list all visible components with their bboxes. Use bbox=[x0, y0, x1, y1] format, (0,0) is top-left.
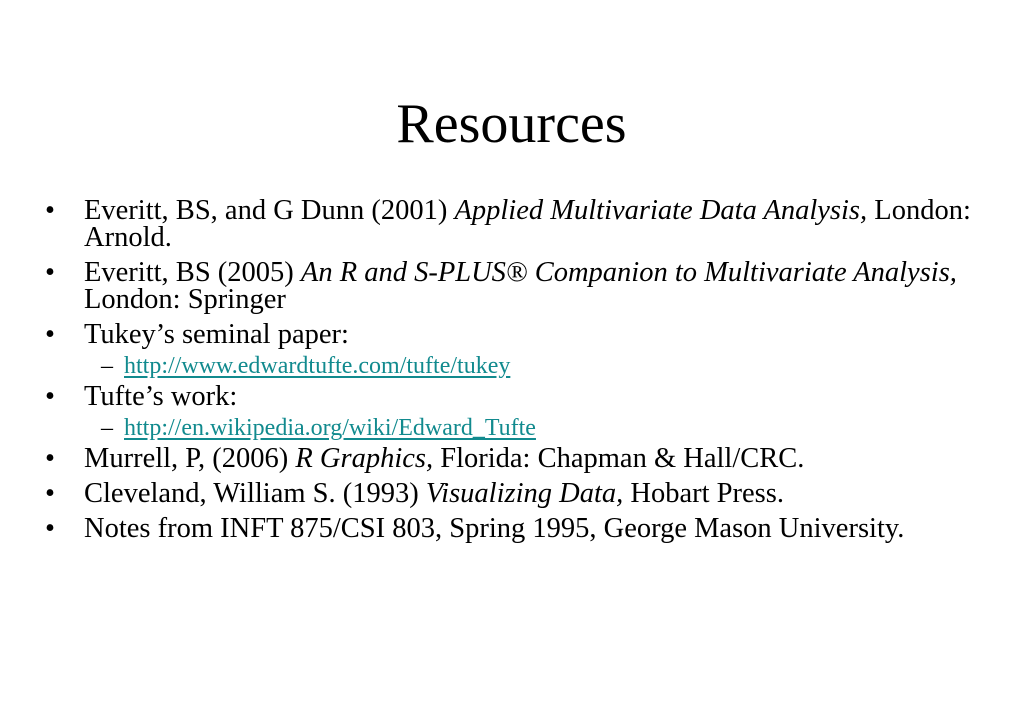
sub-list-item bbox=[45, 415, 985, 441]
list-item bbox=[45, 259, 985, 313]
bullet-icon: • bbox=[45, 513, 55, 544]
reference-title: R Graphics, bbox=[295, 443, 434, 474]
list-item bbox=[45, 445, 985, 472]
reference-authors: Murrell, P, (2006) bbox=[84, 443, 296, 474]
reference-authors: Everitt, BS (2005) bbox=[84, 257, 301, 288]
reference-title: An R and S-PLUS® Companion to Multivariate Analysis, bbox=[300, 257, 957, 288]
tukey-link[interactable]: http://www.edwardtufte.com/tufte/tukey bbox=[124, 353, 511, 379]
list-item bbox=[45, 321, 985, 348]
list-item bbox=[45, 480, 985, 507]
list-item-text bbox=[84, 197, 985, 251]
reference-title: Applied Multivariate Data Analysis, bbox=[454, 195, 868, 226]
bullet-icon: • bbox=[45, 195, 55, 226]
reference-authors: Cleveland, William S. (1993) bbox=[84, 478, 426, 509]
list-item bbox=[45, 515, 985, 542]
list-item-text: Tukey’s seminal paper: bbox=[84, 319, 349, 350]
tufte-link[interactable]: http://en.wikipedia.org/wiki/Edward_Tufte bbox=[124, 415, 536, 441]
bullet-icon: • bbox=[45, 478, 55, 509]
bullet-icon: • bbox=[45, 381, 55, 412]
sub-list-item bbox=[45, 353, 985, 379]
resource-list bbox=[45, 197, 985, 542]
list-item bbox=[45, 197, 985, 251]
list-item-text bbox=[84, 259, 985, 313]
bullet-icon: • bbox=[45, 319, 55, 350]
bullet-icon: • bbox=[45, 257, 55, 288]
list-item-text bbox=[84, 445, 985, 472]
dash-icon: – bbox=[101, 415, 113, 441]
reference-title: Visualizing Data, bbox=[425, 478, 624, 509]
list-item-text bbox=[84, 480, 985, 507]
bullet-icon: • bbox=[45, 443, 55, 474]
dash-icon: – bbox=[101, 353, 113, 379]
reference-publisher: Florida: Chapman & Hall/CRC. bbox=[433, 443, 805, 474]
reference-publisher: Hobart Press. bbox=[623, 478, 784, 509]
list-item-text: Notes from INFT 875/CSI 803, Spring 1995, George Mason University. bbox=[84, 513, 905, 544]
reference-publisher: London: Springer bbox=[84, 284, 286, 315]
reference-publisher: London: Arnold. bbox=[84, 195, 971, 253]
list-item-text: Tufte’s work: bbox=[84, 381, 238, 412]
reference-authors: Everitt, BS, and G Dunn (2001) bbox=[84, 195, 455, 226]
list-item bbox=[45, 383, 985, 410]
slide-title: Resources bbox=[396, 93, 627, 155]
